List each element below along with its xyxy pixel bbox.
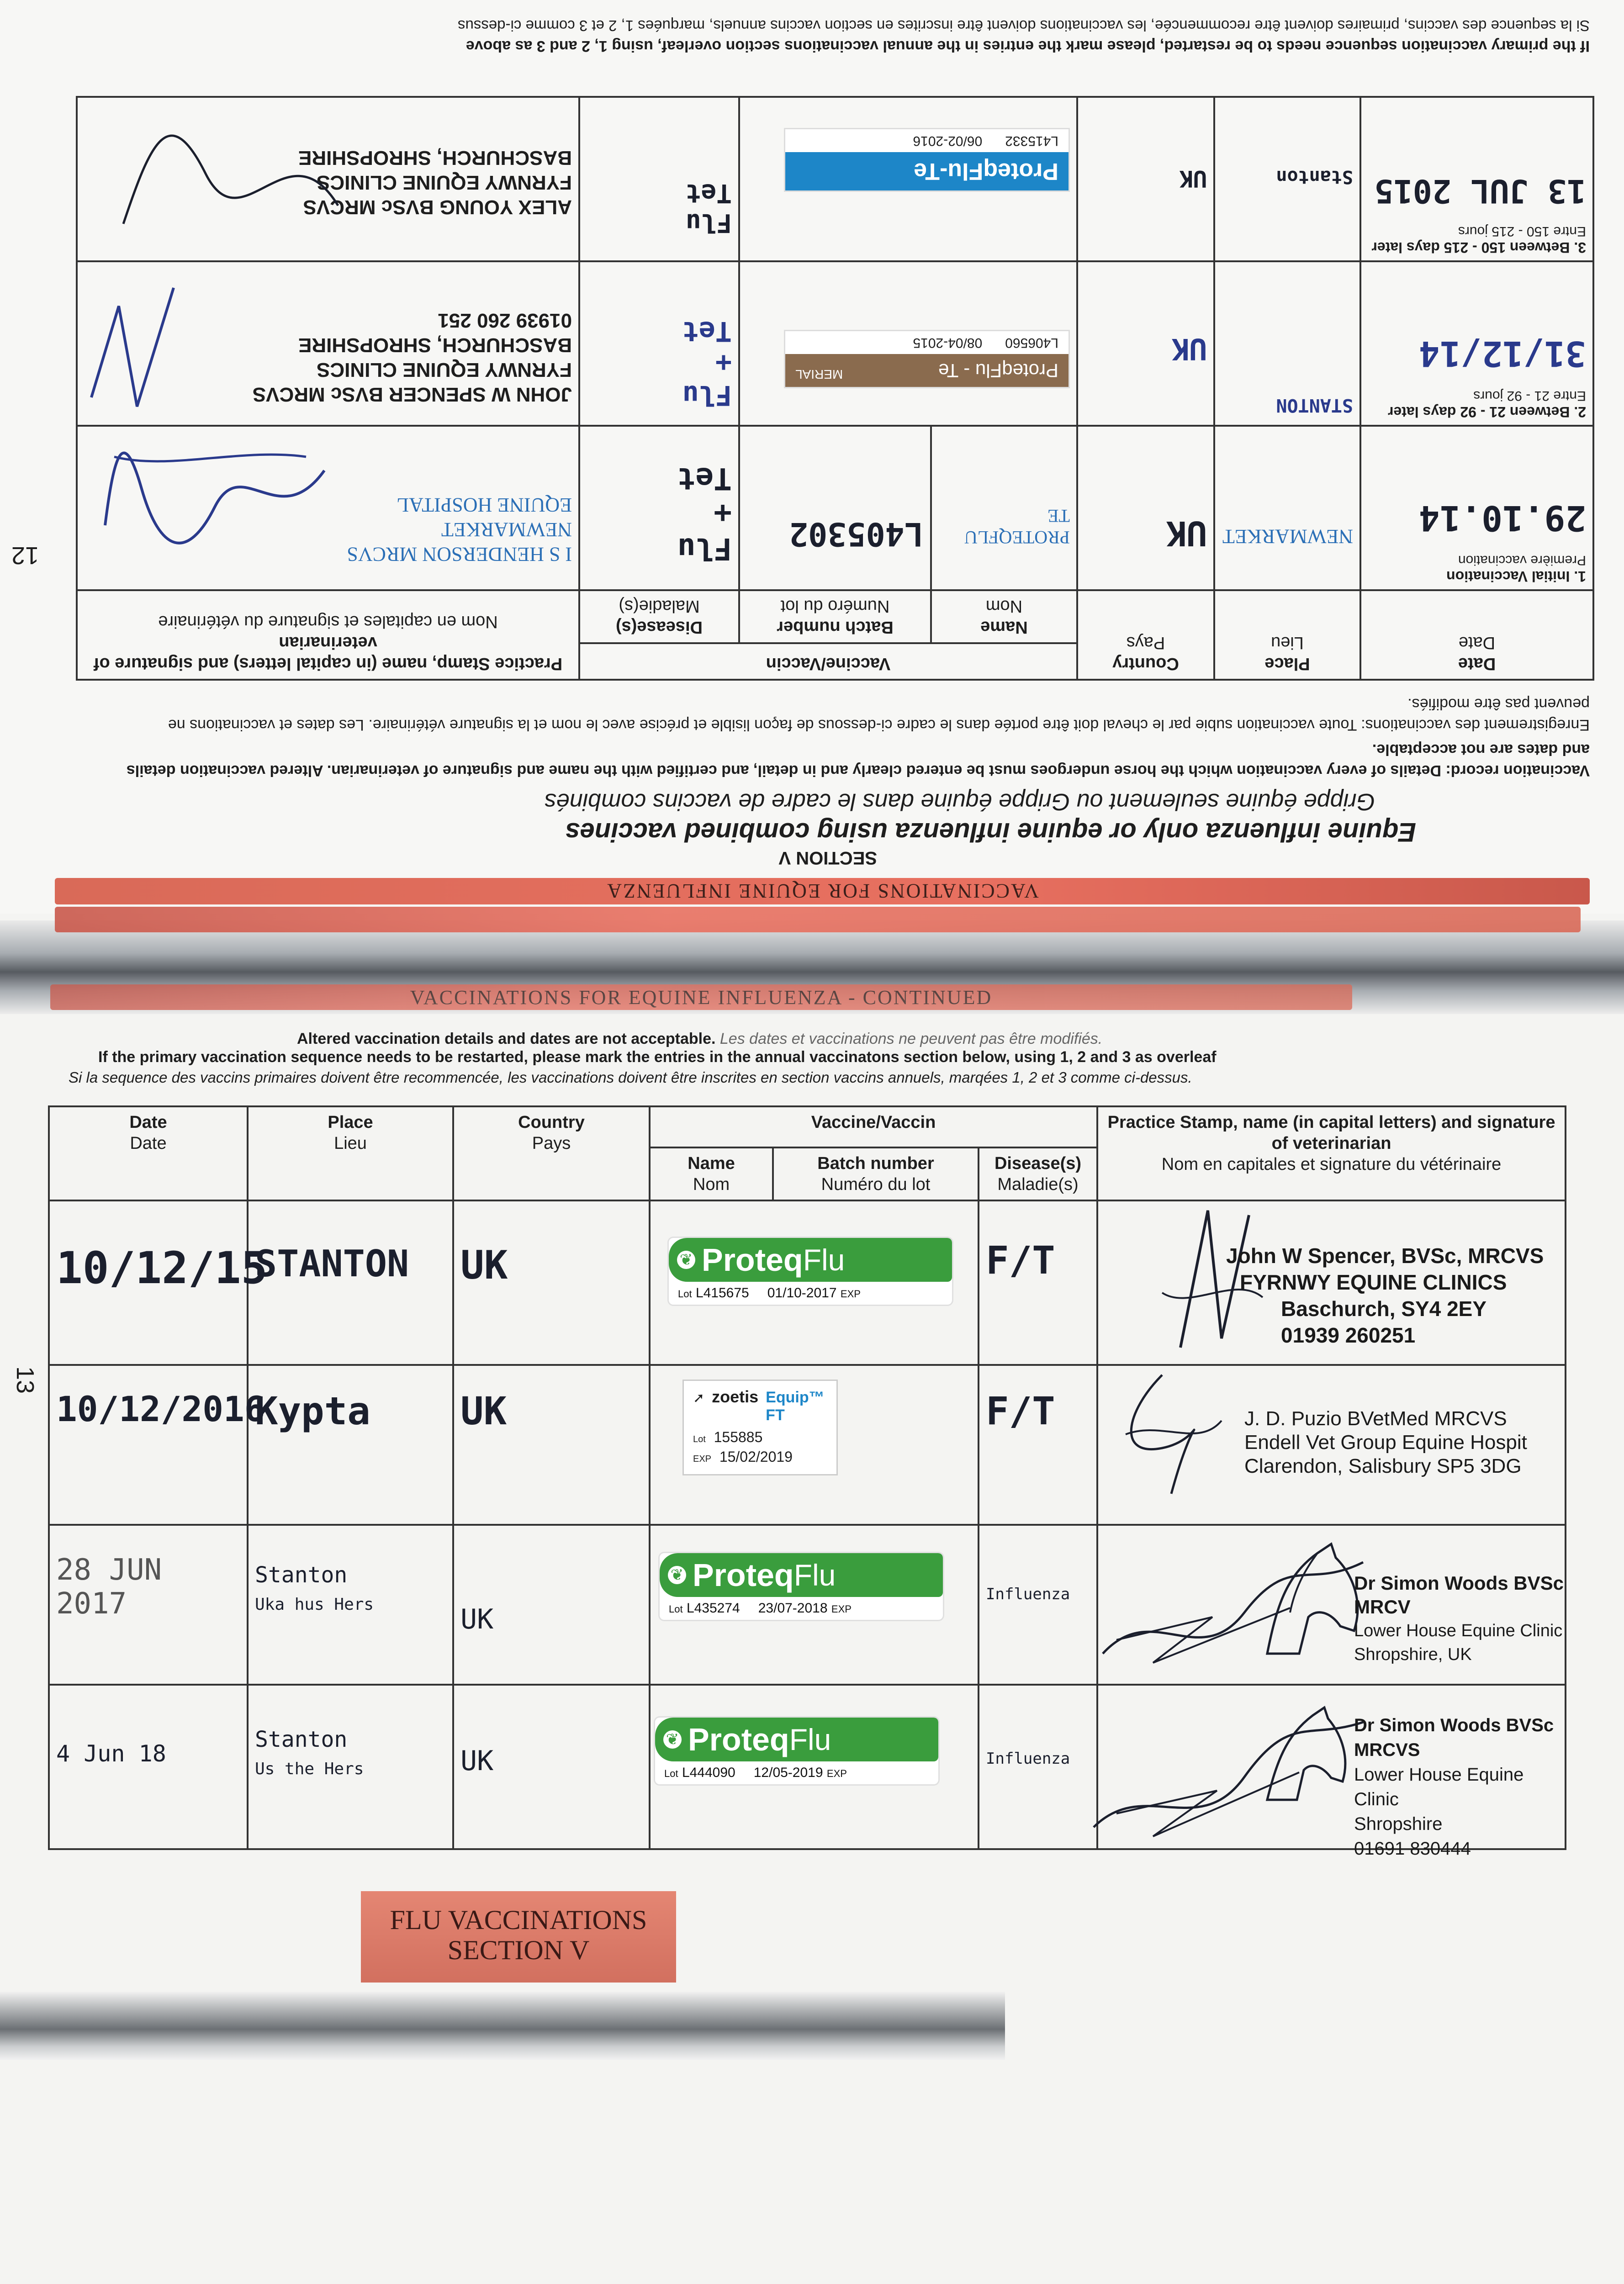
date-cell: [49, 1685, 248, 1849]
place-cell: [1214, 97, 1360, 261]
header-name: Name Nom: [650, 1147, 773, 1200]
flu-vaccinations-tab: [361, 1891, 676, 1983]
stamp-line: FYRNWY EQUINE CLINICS: [316, 171, 572, 194]
disease-value: F/T: [986, 1238, 1055, 1283]
vaccine-name: ProteqFlu-Te: [785, 152, 1069, 190]
vet-stamp: [1354, 1571, 1565, 1666]
vaccine-value: PROTEQFLU TE: [964, 506, 1070, 548]
stamp-line: Lower House Equine Clinic: [1354, 1621, 1563, 1640]
stamp-line: John W Spencer, BVSc, MRCVS: [1226, 1244, 1544, 1268]
vet-signature: [96, 443, 333, 562]
header-country: Country Pays: [453, 1106, 650, 1200]
header-vaccine: Vaccine/Vaccin: [579, 643, 1077, 680]
annual-vaccination-table: [48, 1105, 1566, 1859]
date-value: 29.10.14: [1418, 498, 1586, 539]
header-vaccine: Vaccine/Vaccin: [650, 1106, 1097, 1147]
stamp-cell: [77, 261, 579, 426]
banner-top: VACCINATIONS FOR EQUINE INFLUENZA: [55, 878, 1590, 904]
vaccine-label-cell: [739, 261, 1077, 426]
page-edge-shadow: [0, 1992, 1005, 2060]
country-value: UK: [460, 1603, 494, 1635]
exp-prefix: EXP: [693, 1454, 712, 1464]
vaccine-label-cell: [650, 1525, 979, 1685]
date-value: 10/12/15: [56, 1242, 268, 1294]
proteqflu-sticker: [660, 1553, 943, 1620]
stamp-line: Lower House Equine Clinic: [1354, 1765, 1524, 1809]
section-heading: Equine influenza only or equine influenza using combined vaccines: [565, 817, 1416, 847]
header-date: Date Date: [49, 1106, 248, 1200]
header-stamp: Practice Stamp, name (in capital letters) and signature of veterinarian Nom en capitales et signature du vétérinaire: [1097, 1106, 1566, 1200]
batch-value: L444090: [682, 1765, 735, 1780]
vet-stamp: [1354, 1713, 1565, 1861]
vaccine-label-cell: [739, 97, 1077, 261]
stamp-cell: [1097, 1685, 1566, 1859]
exp-prefix: EXP: [840, 1288, 861, 1300]
row-label: 2. Between 21 - 92 days later: [1388, 404, 1586, 420]
disease-cell: [579, 261, 739, 426]
header-date: Date Date: [1360, 590, 1593, 680]
country-cell: [453, 1365, 650, 1525]
table-row: [49, 1365, 1566, 1525]
place-value: STANTON: [255, 1242, 409, 1285]
banner-continued: VACCINATIONS FOR EQUINE INFLUENZA - CONTINUED: [50, 984, 1352, 1010]
lot-prefix: Lot: [669, 1603, 683, 1615]
stamp-line: Shropshire, UK: [1354, 1645, 1472, 1664]
restart-note-fr: Si la sequence des vaccins primaires doivent être recommencée, les vaccinations doivent être inscrites en section vaccins annuels, marqées 1, 2 et 3 comme ci-dessus.: [69, 1069, 1192, 1086]
stamp-line: 01939 260251: [1281, 1323, 1416, 1347]
expiry-value: 08/04-2015: [913, 335, 983, 350]
banner-top-edge: [55, 907, 1581, 932]
table-row: [49, 1685, 1566, 1849]
place-value: STANTON: [1276, 395, 1353, 416]
stamp-cell: [77, 426, 579, 590]
disease-cell: [579, 426, 739, 590]
disease-value: F/T: [986, 1389, 1055, 1433]
disease-value: Flu + Tet: [682, 315, 732, 411]
stamp-cell: [1097, 1525, 1566, 1685]
brand-name: Proteq: [688, 1722, 789, 1757]
header-stamp: Practice Stamp, name (in capital letters) and signature of veterinarian Nom en capitales et signature du vétérinaire: [77, 590, 579, 680]
header-place: Place Lieu: [1214, 590, 1360, 680]
stamp-line: Dr Simon Woods BVSc MRCV: [1354, 1572, 1564, 1618]
upside-down-page-content: [55, 9, 1590, 904]
table-row: [49, 1200, 1566, 1365]
expiry-value: 12/05-2019: [753, 1765, 823, 1780]
header-country: Country Pays: [1077, 590, 1214, 680]
vet-signature: [1107, 1366, 1226, 1503]
vaccine-name: ProteqFlu - Te: [938, 360, 1058, 381]
vaccine-cell: [931, 426, 1077, 590]
expiry-value: 01/10-2017: [767, 1285, 837, 1301]
stamp-line: ALEX YOUNG BVSc MRCVS: [303, 196, 572, 218]
altered-notice: [297, 1030, 1102, 1048]
stamp-line: Endell Vet Group Equine Hospit: [1244, 1431, 1527, 1454]
primary-vaccination-table: [76, 96, 1594, 681]
restart-note: If the primary vaccination sequence needs to be restarted, please mark the entries in the annual vaccinatons section below, using 1, 2 and 3 as overleaf: [98, 1048, 1217, 1066]
exp-prefix: EXP: [826, 1768, 847, 1779]
page-12: [0, 0, 1624, 914]
vet-signature: [1089, 1704, 1372, 1841]
altered-notice-fr: Les dates et vaccinations ne peuvent pas être modifiés.: [719, 1030, 1103, 1047]
table-row: [49, 1525, 1566, 1685]
place-value: Stanton: [255, 1727, 348, 1752]
stamp-line: EQUINE HOSPITAL: [397, 494, 572, 516]
stamp-line: Baschurch, SY4 2EY: [1281, 1297, 1487, 1321]
row-date-cell: [1360, 97, 1593, 261]
vaccine-maker: MERIAL: [795, 367, 843, 381]
header-batch: Batch number Numéro du lot: [773, 1147, 979, 1200]
header-name: Name Nom: [931, 590, 1077, 643]
vaccination-record-fr: [110, 693, 1590, 735]
country-value: UK: [460, 1389, 507, 1433]
date-value: 4 Jun 18: [56, 1740, 166, 1767]
country-value: UK: [1171, 332, 1207, 365]
place-cell: [248, 1365, 453, 1525]
country-cell: [453, 1525, 650, 1685]
expiry-value: 15/02/2019: [719, 1449, 793, 1465]
disease-value: Influenza: [986, 1585, 1070, 1603]
leaf-icon: ❦: [668, 1566, 686, 1584]
lot-prefix: Lot: [664, 1768, 678, 1779]
country-cell: [1077, 426, 1214, 590]
restart-note-fr: Si la sequence des vaccins, primaires doivent être recommencée, les vaccinations doivent être inscrites en section vaccins annuels, marquées 1, 2 et 3 comme ci-dessus: [457, 17, 1590, 34]
disease-value: Flu Tet: [685, 178, 732, 238]
brand-name: Proteq: [693, 1557, 794, 1593]
country-value: UK: [460, 1242, 508, 1288]
vaccine-sticker-merial: [784, 330, 1070, 388]
stamp-line: I S HENDERSON MRCVS: [347, 543, 572, 566]
date-stamp: 28 JUN 2017: [56, 1553, 162, 1621]
vet-signature: [114, 123, 343, 251]
batch-value: 155885: [714, 1429, 763, 1445]
stamp-line: J. D. Puzio BVetMed MRCVS: [1244, 1407, 1507, 1430]
place-cell: [248, 1525, 453, 1685]
country-value: UK: [1166, 513, 1207, 553]
stamp-line: BASCHURCH, SHROPSHIRE: [298, 334, 572, 356]
row-label-fr: Entre 150 - 215 jours: [1458, 224, 1586, 239]
altered-notice-bold: Altered vaccination details and dates are not acceptable.: [297, 1030, 716, 1047]
country-cell: [1077, 261, 1214, 426]
section-heading-fr: Grippe équine seulement ou Grippe équine dans le cadre de vaccins combinés: [544, 788, 1375, 815]
page-number-bottom: 13: [11, 1366, 39, 1394]
row-date-cell: [1360, 426, 1593, 590]
place-value: Stanton: [1276, 166, 1353, 187]
place-value: Stanton: [255, 1562, 348, 1588]
date-cell: [49, 1200, 268, 1365]
stamp-cell: [1097, 1365, 1566, 1525]
date-cell: [49, 1525, 248, 1685]
table-row: [77, 426, 1593, 590]
date-value: 13 JUL 2015: [1374, 172, 1586, 210]
date-value: 10/12/2016: [56, 1389, 265, 1429]
stamp-line: 01939 260 251: [438, 309, 572, 332]
table-row: [77, 261, 1593, 426]
section-label: SECTION V: [778, 848, 877, 868]
brand-name-suffix: Flu: [789, 1723, 831, 1756]
country-cell: [453, 1685, 650, 1849]
table-row: [77, 97, 1593, 261]
leaf-icon: ❦: [677, 1251, 695, 1269]
disease-value: Flu + Tet: [677, 461, 732, 566]
row-date-cell: [1360, 261, 1593, 426]
leaf-icon: ❦: [663, 1730, 682, 1749]
page-number-top: 12: [11, 542, 39, 569]
vaccine-label-cell: [650, 1200, 979, 1365]
vet-signature: [82, 279, 192, 416]
stamp-cell: [77, 97, 579, 261]
disease-cell: [979, 1200, 1097, 1365]
disease-cell: [579, 97, 739, 261]
lot-prefix: Lot: [678, 1288, 692, 1300]
row-label-fr: Première vaccination: [1458, 553, 1586, 568]
country-value: UK: [1179, 165, 1207, 192]
lot-prefix: Lot: [693, 1434, 706, 1444]
country-cell: [1077, 97, 1214, 261]
product-name: Equip™ FT: [766, 1389, 825, 1424]
place-cell: [248, 1200, 453, 1365]
batch-value: L406560: [1005, 335, 1058, 350]
tab-line-2: SECTION V: [447, 1935, 590, 1965]
place-value: Kypta: [255, 1389, 370, 1433]
record-en: Vaccination record: Details of every vaccination which the horse undergoes must be entered clearly and in detail, and certified with the name and signature of veterinarian. Altered vaccination details and dates are not acceptable.: [126, 741, 1590, 779]
stamp-line: Dr Simon Woods BVSc MRCVS: [1354, 1715, 1554, 1760]
batch-value: L415675: [695, 1285, 749, 1301]
header-place: Place Lieu: [248, 1106, 453, 1200]
row-label: 1. Initial Vaccination: [1446, 568, 1586, 585]
stamp-line: JOHN W SPENCER BVSc MRCVS: [252, 383, 572, 406]
vaccine-label-cell: [650, 1365, 979, 1525]
manufacturer: zoetis: [712, 1387, 759, 1406]
place-extra: Us the Hers: [255, 1760, 364, 1778]
disease-cell: [979, 1365, 1097, 1525]
batch-value: L435274: [686, 1601, 740, 1616]
restart-note-en: If the primary vaccination sequence needs to be restarted, please mark the entries in the annual vaccinations section overleaf, using 1, 2 and 3 as above: [466, 37, 1590, 55]
vaccine-label-cell: [650, 1685, 979, 1849]
exp-prefix: EXP: [831, 1603, 852, 1615]
zoetis-logo-icon: ➚: [693, 1390, 705, 1406]
stamp-line: FYRNWY EQUINE CLINICS: [316, 359, 572, 381]
vet-stamp: [1226, 1242, 1544, 1348]
vaccination-record-text: [110, 739, 1590, 781]
record-fr: Enregistrement des vaccinations: Toute vaccination subie par le cheval doit être portée dans le cadre ci-dessous de façon lisible et précise avec le nom et la signature vétérinaire. Les dates et vaccinations ne peuvent pas être modifiés.: [168, 695, 1590, 734]
expiry-value: 06/02-2016: [913, 133, 983, 148]
disease-cell: [979, 1685, 1097, 1849]
stamp-line: NEWMARKET: [441, 518, 572, 541]
country-cell: [453, 1200, 650, 1365]
header-disease: Disease(s) Maladie(s): [979, 1147, 1097, 1200]
proteqflu-sticker: [655, 1718, 938, 1784]
row-label-fr: Entre 21 - 92 jours: [1473, 388, 1586, 403]
stamp-line: FYRNWY EQUINE CLINICS: [1240, 1270, 1507, 1294]
batch-cell: [739, 426, 931, 590]
place-cell: [248, 1685, 453, 1849]
stamp-cell: [1097, 1200, 1566, 1365]
batch-value: L415332: [1005, 133, 1058, 148]
date-cell: [49, 1365, 265, 1525]
place-cell: [1214, 426, 1360, 590]
place-value: NEWMARKET: [1222, 525, 1353, 548]
expiry-value: 23/07-2018: [758, 1601, 828, 1616]
stamp-line: Shropshire: [1354, 1814, 1443, 1834]
stamp-line: Clarendon, Salisbury SP5 3DG: [1244, 1455, 1522, 1477]
place-cell: [1214, 261, 1360, 426]
tab-line-1: FLU VACCINATIONS: [390, 1905, 647, 1935]
disease-value: Influenza: [986, 1750, 1070, 1768]
vet-signature: [1098, 1535, 1372, 1672]
brand-name-suffix: Flu: [793, 1558, 836, 1592]
country-value: UK: [460, 1745, 494, 1777]
batch-value: L405302: [788, 515, 924, 553]
header-disease: Disease(s) Maladie(s): [579, 590, 739, 643]
brand-name-suffix: Flu: [803, 1243, 845, 1277]
zoetis-equip-sticker: [682, 1380, 838, 1475]
proteqflu-sticker: [669, 1238, 952, 1305]
brand-name: Proteq: [702, 1242, 803, 1278]
row-label: 3. Between 150 - 215 days later: [1371, 239, 1586, 256]
place-extra: Uka hus Hers: [255, 1595, 374, 1614]
stamp-line: 01691 830444: [1354, 1839, 1471, 1859]
vet-stamp: [1244, 1407, 1527, 1478]
date-value: 31/12/14: [1418, 333, 1586, 374]
header-batch: Batch number Numéro du lot: [739, 590, 931, 643]
stamp-line: BASCHURCH, SHROPSHIRE: [298, 147, 572, 169]
disease-cell: [979, 1525, 1097, 1685]
vaccine-sticker-proteqflu-te: [784, 128, 1070, 192]
